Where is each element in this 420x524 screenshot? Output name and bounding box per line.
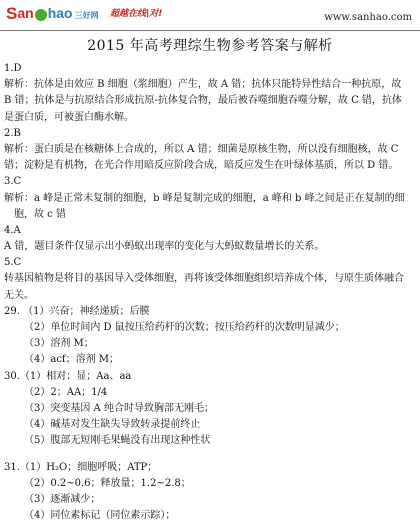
answer-1-explanation-line: 解析：抗体是由效应 B 细胞（浆细胞）产生，故 A 错；抗体只能特异性结合一种抗原，故	[4, 79, 402, 91]
answer-31-line: （2）0.2~0.6；释放量；1.2~2.8；	[24, 477, 191, 489]
answer-3-label: 3.C	[4, 176, 22, 188]
answer-31-line: （4）同位素标记（同位素示踪）；	[24, 510, 176, 522]
answer-content	[4, 61, 414, 524]
answer-30-line: （2）2；AA；1/4	[24, 386, 108, 398]
answer-2-explanation-line: 解析：蛋白质是在核糖体上合成的，所以 A 错；细菌是原核生物，所以没有细胞核，故 C	[4, 143, 399, 155]
answer-2-explanation-line: 错；淀粉是有机物，在光合作用暗反应阶段合成，暗反应发生在叶绿体基质，所以 D 错。	[4, 160, 399, 172]
site-url[interactable]: www.sanhao.com	[324, 12, 412, 23]
answer-30-line: （4）碱基对发生缺失导致转录提前终止	[24, 419, 201, 431]
answer-5-explanation-line: 无关。	[4, 289, 34, 301]
sanhao-logo[interactable]	[6, 4, 99, 24]
answer-1-explanation-line: B 错；抗体是与抗原结合形成抗原-抗体复合物，最后被吞噬细胞吞噬分解，故 C 错，抗体	[4, 95, 402, 107]
document-title: 2015 年高考理综生物参考答案与解析	[87, 38, 333, 54]
answer-3-explanation-line: 解析：a 峰是正常未复制的细胞，b 峰是复制完成的细胞，a 峰和 b 峰之间是正在复制的细	[4, 192, 405, 204]
answer-31-line: 31.（1）H₂O；细胞呼吸；ATP；	[4, 461, 158, 473]
answer-3-explanation-line: 胞，故 c 错	[14, 208, 66, 220]
logo-letters-hao: hao	[47, 5, 73, 22]
answer-29-line: （4）acf；溶剂 M；	[24, 354, 120, 366]
answer-29-line: 29. （1）兴奋；神经递质；后膜	[4, 305, 150, 317]
answer-29-line: （3）溶剂 M；	[24, 338, 94, 350]
logo-subtitle: 三好网	[74, 10, 99, 20]
logo-letters-an: an	[17, 5, 34, 22]
answer-1-label: 1.D	[4, 63, 22, 74]
header-slogan: 超越在线|对!	[110, 9, 163, 19]
logo-ball-icon	[35, 9, 47, 21]
answer-4-explanation-line: A 错，题目条件仅显示出小蚂蚁出现率的变化与大蚂蚁数量增长的关系。	[4, 241, 325, 253]
answer-5-explanation-line: 转基因植物是将目的基因导入受体细胞，再将该受体细胞组织培养成个体，与原生质体融合	[4, 273, 404, 285]
answer-5-label: 5.C	[4, 257, 22, 269]
answer-1-explanation-line: 是蛋白质，可被蛋白酶水解。	[4, 111, 134, 123]
spacer	[4, 450, 414, 460]
logo-letter-s: S	[6, 3, 18, 23]
answer-30-line: 30.（1）相对；显；Aa、aa	[4, 370, 132, 382]
answer-31-line: （3）逐渐减少；	[24, 493, 101, 505]
page-header	[0, 0, 420, 31]
answer-30-line: （5）腹部无短刚毛果蝇没有出现这种性状	[24, 435, 211, 447]
answer-30-line: （3）突变基因 A 纯合时导致胸部无刚毛；	[24, 402, 214, 414]
answer-2-label: 2.B	[4, 127, 21, 139]
answer-29-line: （2）单位时间内 D 鼠按压给药杆的次数；按压给药杆的次数明显减少；	[24, 322, 345, 333]
answer-4-label: 4.A	[4, 224, 21, 236]
